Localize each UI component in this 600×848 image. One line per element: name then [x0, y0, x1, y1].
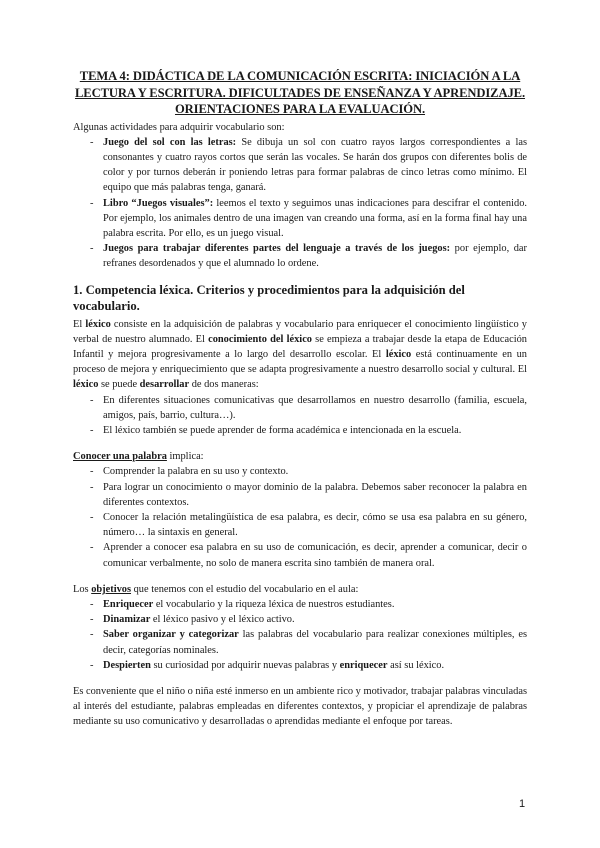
section-heading: 1. Competencia léxica. Criterios y procedimientos para la adquisición del vocabulario.	[73, 282, 465, 313]
dash-bullet: -	[90, 394, 94, 406]
list-item: - Juego del sol con las letras: Se dibuja un sol con cuatro rayos largos correspondientes a las consonantes y cuatro rayos cortos que serán las vocales. Se harán dos grupos con diferentes bolis de color y por turnos deberán ir poniendo letras para formar palabras de cinco letras como mínimo. El equipo que más palabras tenga, ganará.	[90, 136, 527, 194]
dash-bullet: -	[90, 243, 94, 255]
list-item: - Enriquecer el vocabulario y la riqueza léxica de nuestros estudiantes.	[73, 597, 527, 612]
list-item: - Comprender la palabra en su uso y contexto.	[73, 464, 527, 479]
page-number: 1	[519, 798, 526, 810]
dash-bullet: -	[90, 542, 94, 554]
list-item: - Saber organizar y categorizar las palabras del vocabulario para realizar conexiones múltiples, es decir, categorías nominales.	[90, 629, 527, 656]
objetivos-heading: Los objetivos que tenemos con el estudio del vocabulario en el aula:	[73, 583, 359, 595]
conocer-heading: Conocer una palabra implica:	[73, 451, 204, 463]
conocer-list	[73, 464, 527, 570]
objetivos-list	[73, 597, 527, 673]
lexico-paragraph: El léxico consiste en la adquisición de palabras y vocabulario para enriquecer el conocimiento lingüístico y verbal de nuestro alumnado. El conocimiento del léxico se empieza a trabajar desde la etapa de Educación Infantil y mejora progresivamente a lo largo del desarrollo escolar. El léxico está continuamente en un proceso de mejora y enriquecimiento que se adapta progresivamente a nuestro desarrollo social y cultural. El léxico se puede desarrollar de dos maneras:	[73, 318, 527, 391]
dash-bullet: -	[90, 466, 94, 478]
dash-bullet: -	[90, 659, 94, 671]
list-item: - En diferentes situaciones comunicativas que desarrollamos en nuestro desarrollo (familia, escuela, amigos, país, barrio, cultura…).	[90, 394, 527, 421]
dash-bullet: -	[90, 197, 94, 209]
dash-bullet: -	[90, 481, 94, 493]
closing-paragraph: Es conveniente que el niño o niña esté inmerso en un ambiente rico y motivador, trabajar palabras vinculadas al interés del estudiante, palabras empleadas en diferentes contextos, y propiciar el aprendizaje de palabras mediante su uso comunicativo y desarrolladas o aprendidas mediante el enfoque por tareas.	[73, 686, 527, 728]
document-page	[73, 68, 527, 730]
list-item: - Aprender a conocer esa palabra en su uso de comunicación, es decir, aprender a comunicar, decir o comunicar verbalmente, no solo de manera escrita sino también de manera oral.	[90, 542, 527, 569]
dash-bullet: -	[90, 136, 94, 148]
activities-list	[73, 135, 527, 272]
dash-bullet: -	[90, 598, 94, 610]
list-item: - Dinamizar el léxico pasivo y el léxico activo.	[73, 612, 527, 627]
document-title: TEMA 4: DIDÁCTICA DE LA COMUNICACIÓN ESCRITA: INICIACIÓN A LA LECTURA Y ESCRITURA. DIFICULTADES DE ENSEÑANZA Y APRENDIZAJE. ORIENTACIONES PARA LA EVALUACIÓN.	[74, 69, 526, 116]
list-item: - Libro “Juegos visuales”: leemos el texto y seguimos unas indicaciones para descifrar el contenido. Por ejemplo, los animales dentro de una imagen van creando una forma, así en la forma final hay una palabra escrita. Por ello, es un juego visual.	[90, 197, 527, 239]
dash-bullet: -	[90, 424, 94, 436]
list-item: - Para lograr un conocimiento o mayor dominio de la palabra. Debemos saber reconocer la palabra en diferentes contextos.	[90, 481, 527, 508]
dash-bullet: -	[90, 614, 94, 626]
ways-list	[73, 393, 527, 439]
list-item: - Despierten su curiosidad por adquirir nuevas palabras y enriquecer así su léxico.	[73, 658, 527, 673]
dash-bullet: -	[90, 629, 94, 641]
list-item: - Juegos para trabajar diferentes partes del lenguaje a través de los juegos: por ejemplo, dar refranes desordenados y que el alumnado lo ordene.	[90, 243, 527, 270]
list-item: - El léxico también se puede aprender de forma académica e intencionada en la escuela.	[73, 423, 527, 438]
list-item: - Conocer la relación metalingüística de esa palabra, es decir, cómo se usa esa palabra en su género, número… la sintaxis en general.	[90, 511, 527, 539]
dash-bullet: -	[90, 511, 94, 523]
intro-text: Algunas actividades para adquirir vocabulario son:	[73, 121, 285, 133]
